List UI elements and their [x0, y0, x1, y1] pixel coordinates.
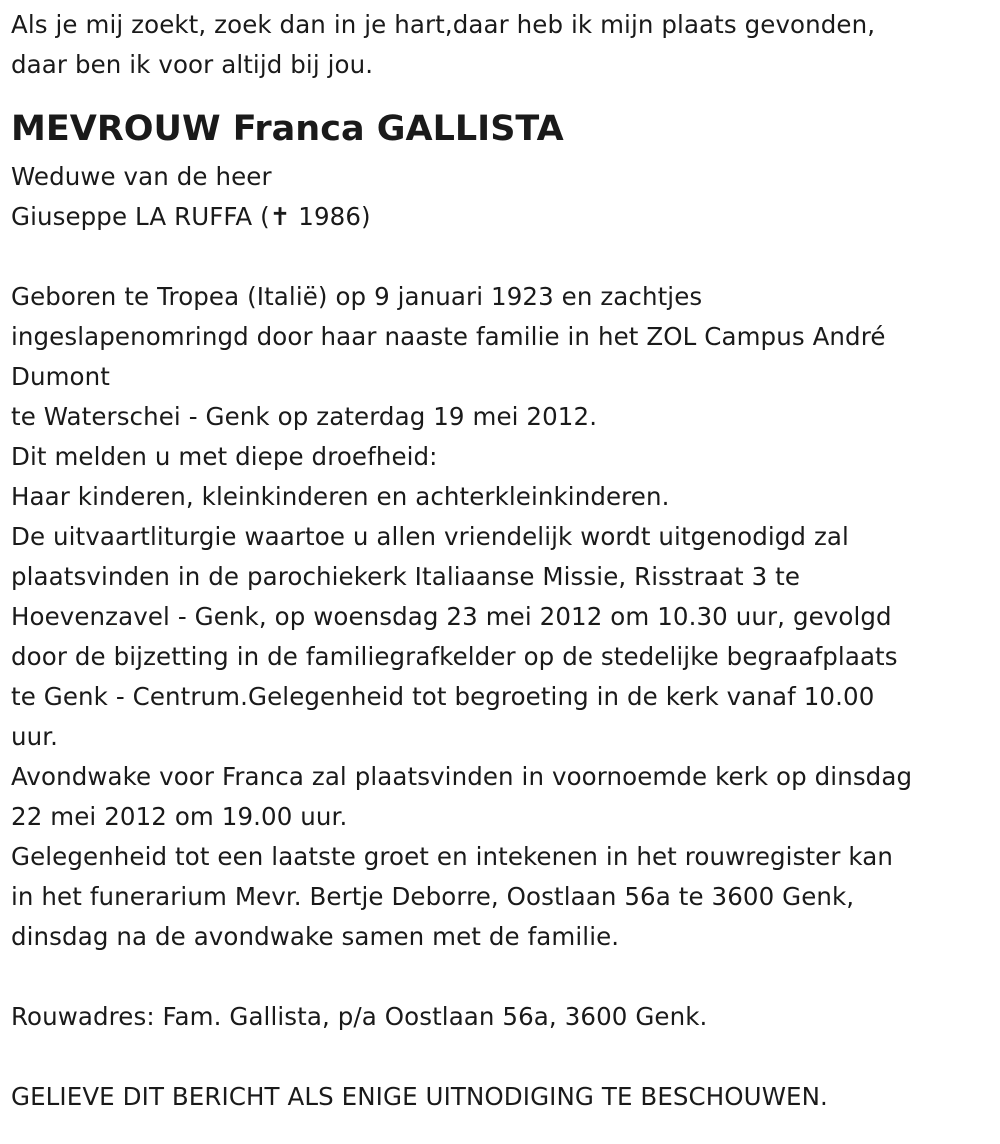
- motto-line: Als je mij zoekt, zoek dan in je hart,daar heb ik mijn plaats gevonden,: [11, 10, 876, 39]
- body-line: Dit melden u met diepe droefheid:: [11, 442, 438, 471]
- deceased-name: MEVROUW Franca GALLISTA: [11, 109, 564, 149]
- spacer: [11, 1037, 986, 1077]
- body-line: Dumont: [11, 362, 110, 391]
- spacer: [11, 957, 986, 997]
- body-line: Hoevenzavel - Genk, op woensdag 23 mei 2012 om 10.30 uur, gevolgd: [11, 602, 892, 631]
- body-line: te Genk - Centrum.Gelegenheid tot begroeting in de kerk vanaf 10.00: [11, 682, 875, 711]
- notice-body: [11, 277, 986, 957]
- body-line: door de bijzetting in de familiegrafkelder op de stedelijke begraafplaats: [11, 642, 898, 671]
- spouse-line: Giuseppe LA RUFFA (✝ 1986): [11, 202, 371, 231]
- body-line: Gelegenheid tot een laatste groet en intekenen in het rouwregister kan: [11, 842, 893, 871]
- motto-line: daar ben ik voor altijd bij jou.: [11, 50, 374, 79]
- body-line: ingeslapenomringd door haar naaste familie in het ZOL Campus André: [11, 322, 886, 351]
- spouse-line: Weduwe van de heer: [11, 162, 272, 191]
- mourning-address: Rouwadres: Fam. Gallista, p/a Oostlaan 56a, 3600 Genk.: [11, 1002, 708, 1031]
- body-line: uur.: [11, 722, 59, 751]
- closing-statement: GELIEVE DIT BERICHT ALS ENIGE UITNODIGING TE BESCHOUWEN.: [11, 1082, 828, 1111]
- body-line: dinsdag na de avondwake samen met de familie.: [11, 922, 620, 951]
- body-line: Geboren te Tropea (Italië) op 9 januari 1923 en zachtjes: [11, 282, 703, 311]
- spacer: [11, 237, 986, 277]
- spouse-info: [11, 157, 986, 237]
- motto: [11, 5, 986, 85]
- obituary-notice: [11, 0, 986, 1117]
- body-line: Haar kinderen, kleinkinderen en achterkleinkinderen.: [11, 482, 670, 511]
- body-line: te Waterschei - Genk op zaterdag 19 mei 2012.: [11, 402, 598, 431]
- body-line: Avondwake voor Franca zal plaatsvinden in voornoemde kerk op dinsdag: [11, 762, 913, 791]
- body-line: plaatsvinden in de parochiekerk Italiaanse Missie, Risstraat 3 te: [11, 562, 801, 591]
- body-line: De uitvaartliturgie waartoe u allen vriendelijk wordt uitgenodigd zal: [11, 522, 849, 551]
- body-line: in het funerarium Mevr. Bertje Deborre, Oostlaan 56a te 3600 Genk,: [11, 882, 855, 911]
- body-line: 22 mei 2012 om 19.00 uur.: [11, 802, 348, 831]
